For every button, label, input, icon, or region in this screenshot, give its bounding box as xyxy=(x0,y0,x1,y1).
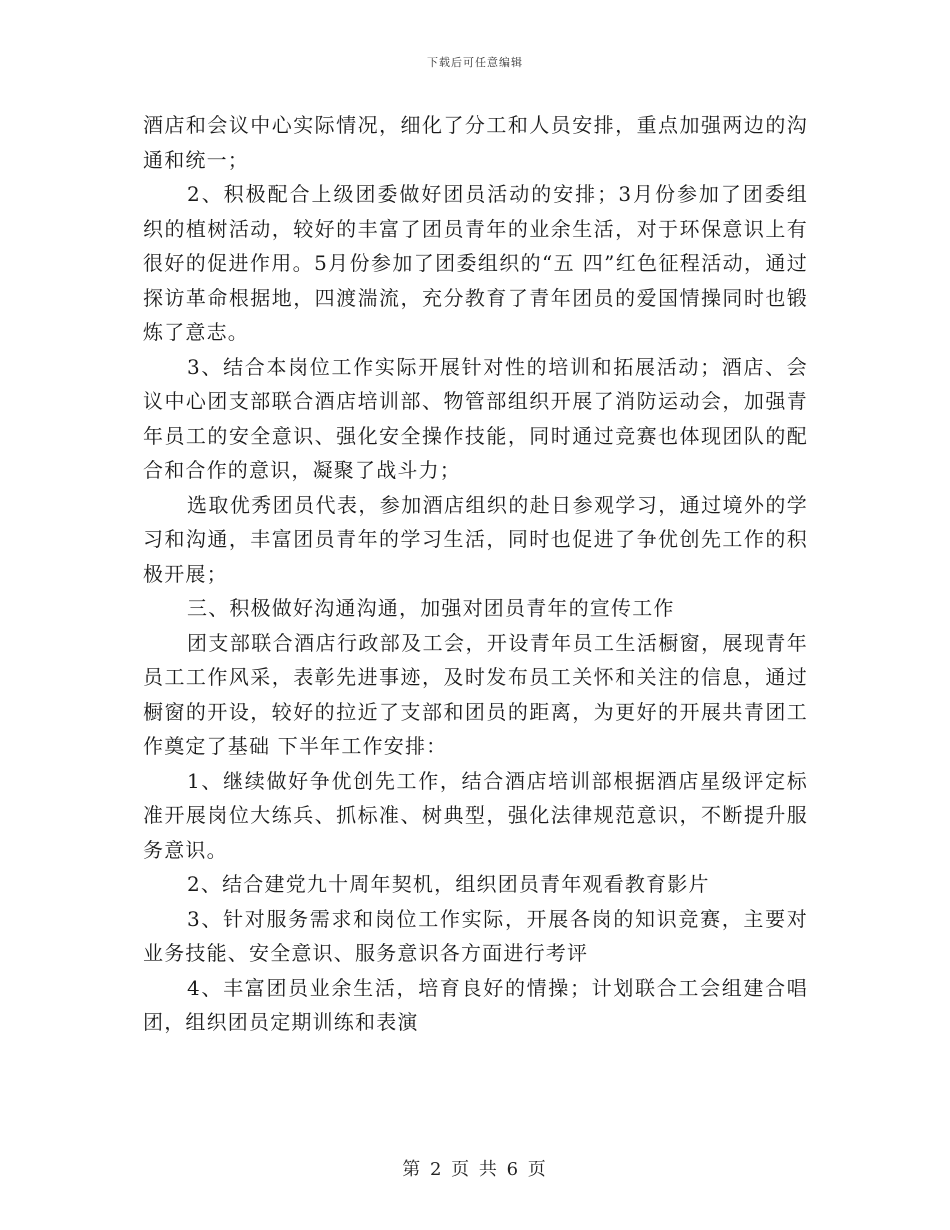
paragraph: 酒店和会议中心实际情况，细化了分工和人员安排，重点加强两边的沟通和统一； xyxy=(143,113,808,172)
page-header: 下载后可任意编辑 xyxy=(427,56,523,69)
paragraph: 选取优秀团员代表，参加酒店组织的赴日参观学习，通过境外的学习和沟通，丰富团员青年的学习生活，同时也促进了争优创先工作的积极开展； xyxy=(143,492,808,586)
paragraph: 2、积极配合上级团委做好团员活动的安排；3月份参加了团委组织的植树活动，较好的丰富了团员青年的业余生活，对于环保意识上有很好的促进作用。5月份参加了团委组织的“五 四”红色征程活动，通过探访革命根据地，四渡湍流，充分教育了青年团员的爱国情操同时也锻炼了意志。 xyxy=(143,182,808,344)
list-item: 2、结合建党九十周年契机，组织团员青年观看教育影片 xyxy=(187,872,710,896)
list-item: 3、针对服务需求和岗位工作实际，开展各岗的知识竞赛，主要对业务技能、安全意识、服务意识各方面进行考评 xyxy=(143,906,808,965)
paragraph: 团支部联合酒店行政部及工会，开设青年员工生活橱窗，展现青年员工工作风采，表彰先进事迹，及时发布员工关怀和关注的信息，通过橱窗的开设，较好的拉近了支部和团员的距离，为更好的开展共青团工作奠定了基础 下半年工作安排： xyxy=(143,630,808,758)
document-body xyxy=(143,108,808,1040)
list-item: 4、丰富团员业余生活，培育良好的情操；计划联合工会组建合唱团，组织团员定期训练和表演 xyxy=(143,975,808,1034)
section-heading: 三、积极做好沟通沟通，加强对团员青年的宣传工作 xyxy=(187,596,675,620)
page-footer: 第 2 页 共 6 页 xyxy=(402,1159,548,1180)
paragraph: 3、结合本岗位工作实际开展针对性的培训和拓展活动；酒店、会议中心团支部联合酒店培训部、物管部组织开展了消防运动会，加强青年员工的安全意识、强化安全操作技能，同时通过竞赛也体现团队的配合和合作的意识，凝聚了战斗力； xyxy=(143,354,808,482)
list-item: 1、继续做好争优创先工作，结合酒店培训部根据酒店星级评定标准开展岗位大练兵、抓标准、树典型，强化法律规范意识，不断提升服务意识。 xyxy=(143,768,808,862)
